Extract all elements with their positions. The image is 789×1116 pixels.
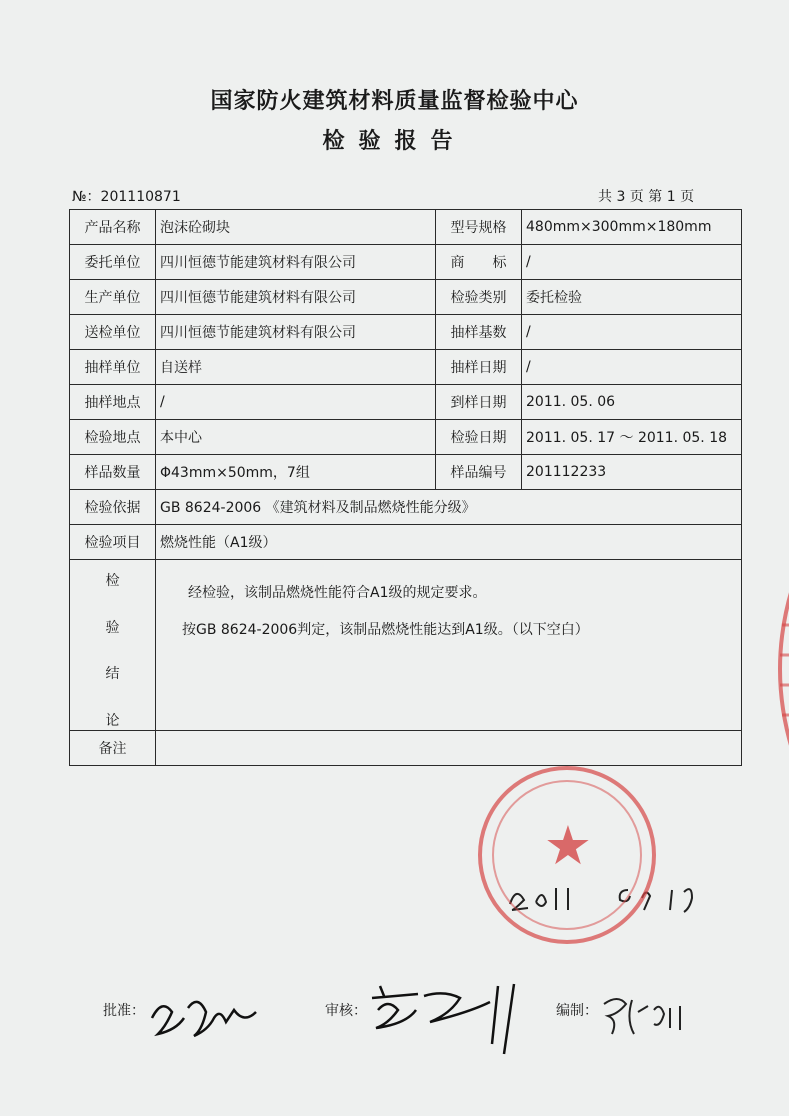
sample-no-label: 样品编号 [436, 455, 522, 490]
table-row [70, 245, 742, 280]
report-table [69, 209, 742, 766]
trademark-label: 商 标 [436, 245, 522, 280]
sampling-place-label: 抽样地点 [70, 385, 156, 420]
sampling-date-label: 抽样日期 [436, 350, 522, 385]
conclusion-line-1: 经检验，该制品燃烧性能符合A1级的规定要求。 [188, 585, 487, 601]
table-row [70, 280, 742, 315]
sampler-value: 自送样 [156, 350, 436, 385]
arrival-date-value: 2011. 05. 06 [522, 385, 742, 420]
client-label: 委托单位 [70, 245, 156, 280]
conclusion-label [70, 560, 156, 731]
client-value: 四川恒德节能建筑材料有限公司 [156, 245, 436, 280]
official-seal [478, 766, 656, 944]
sampling-base-value: / [522, 315, 742, 350]
compiler-signature [598, 990, 698, 1040]
sample-qty-label: 样品数量 [70, 455, 156, 490]
table-row [70, 315, 742, 350]
table-row [70, 350, 742, 385]
org-title: 国家防火建筑材料质量监督检验中心 [210, 89, 579, 114]
sample-no-value: 201112233 [522, 455, 742, 490]
trademark-value: / [522, 245, 742, 280]
report-number: №：201110871 [72, 189, 181, 205]
approver-signature [148, 988, 268, 1048]
sampling-place-value: / [156, 385, 436, 420]
model-spec-value: 480mm×300mm×180mm [522, 210, 742, 245]
table-row [70, 731, 742, 766]
sampling-date-value: / [522, 350, 742, 385]
producer-label: 生产单位 [70, 280, 156, 315]
table-row [70, 385, 742, 420]
submitter-value: 四川恒德节能建筑材料有限公司 [156, 315, 436, 350]
arrival-date-label: 到样日期 [436, 385, 522, 420]
table-row [70, 455, 742, 490]
producer-value: 四川恒德节能建筑材料有限公司 [156, 280, 436, 315]
conclusion-row [70, 560, 742, 731]
submitter-label: 送检单位 [70, 315, 156, 350]
test-place-value: 本中心 [156, 420, 436, 455]
note-label: 备注 [70, 731, 156, 766]
table-row [70, 210, 742, 245]
test-date-label: 检验日期 [436, 420, 522, 455]
item-value: 燃烧性能（A1级） [156, 525, 742, 560]
page-info: 共 3 页 第 1 页 [598, 189, 695, 205]
product-name-value: 泡沫砼砌块 [156, 210, 436, 245]
conclusion-label-char: 论 [105, 712, 120, 729]
test-type-value: 委托检验 [522, 280, 742, 315]
sampling-base-label: 抽样基数 [436, 315, 522, 350]
star-icon: ★ [543, 814, 593, 877]
test-date-value: 2011. 05. 17 ～ 2011. 05. 18 [522, 420, 742, 455]
report-title: 检验报告 [322, 129, 467, 154]
approve-label: 批准： [103, 1003, 145, 1019]
conclusion-label-char: 结 [105, 666, 120, 683]
table-row [70, 420, 742, 455]
conclusion-label-char: 检 [105, 573, 120, 589]
basis-value: GB 8624-2006 《建筑材料及制品燃烧性能分级》 [156, 490, 742, 525]
compile-label: 编制： [556, 1003, 598, 1019]
note-value [156, 731, 742, 766]
reviewer-signature [358, 980, 528, 1060]
conclusion-line-2: 按GB 8624-2006判定，该制品燃烧性能达到A1级。（以下空白） [182, 622, 589, 638]
sampler-label: 抽样单位 [70, 350, 156, 385]
conclusion-body [156, 560, 742, 731]
edge-seal-fragment [762, 585, 789, 755]
item-label: 检验项目 [70, 525, 156, 560]
table-row [70, 525, 742, 560]
model-spec-label: 型号规格 [436, 210, 522, 245]
test-place-label: 检验地点 [70, 420, 156, 455]
test-type-label: 检验类别 [436, 280, 522, 315]
table-row [70, 490, 742, 525]
basis-label: 检验依据 [70, 490, 156, 525]
sample-qty-value: Φ43mm×50mm，7组 [156, 455, 436, 490]
conclusion-label-char: 验 [105, 619, 120, 636]
review-label: 审核： [325, 1003, 367, 1019]
product-name-label: 产品名称 [70, 210, 156, 245]
